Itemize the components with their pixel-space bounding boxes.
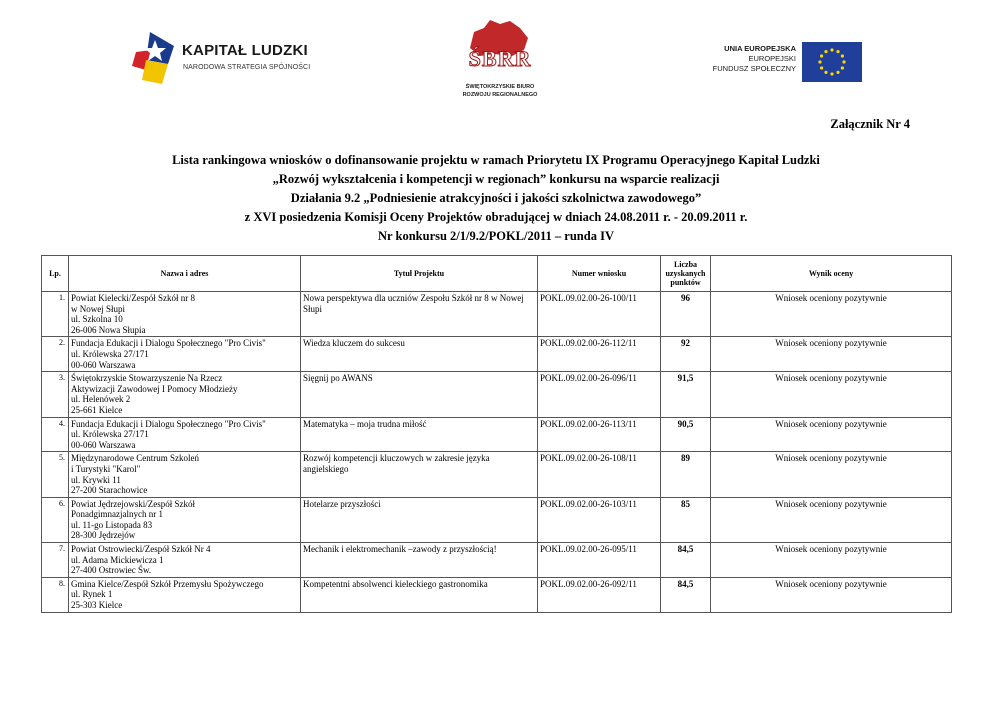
name-address-line: ul. Adama Mickiewicza 1 bbox=[71, 554, 164, 565]
name-address-line: ul. Szkolna 10 bbox=[71, 314, 123, 325]
eu-star-icon bbox=[824, 50, 827, 53]
name-address-line: Fundacja Edukacji i Dialogu Społecznego "Pro Civis" bbox=[71, 338, 266, 349]
cell-points: 91,5 bbox=[661, 372, 711, 417]
cell-number: POKL.09.02.00-26-100/11 bbox=[538, 292, 661, 337]
table-row bbox=[42, 417, 952, 452]
cell-title: Sięgnij po AWANS bbox=[301, 372, 538, 417]
eu-star-icon bbox=[820, 54, 823, 57]
cell-result: Wniosek oceniony pozytywnie bbox=[711, 417, 952, 452]
table-row bbox=[42, 543, 952, 578]
header-points-line: Liczba bbox=[673, 260, 698, 269]
cell-result: Wniosek oceniony pozytywnie bbox=[711, 543, 952, 578]
header-points-line: uzyskanych bbox=[665, 269, 706, 278]
name-address-line: ul. Królewska 27/171 bbox=[71, 429, 149, 440]
header-name: Nazwa i adres bbox=[69, 256, 301, 292]
cell-lp: 7. bbox=[42, 543, 69, 578]
cell-points: 85 bbox=[661, 497, 711, 542]
eu-star-icon bbox=[842, 60, 845, 63]
cell-points: 90,5 bbox=[661, 417, 711, 452]
cell-result: Wniosek oceniony pozytywnie bbox=[711, 292, 952, 337]
eu-logo-line3: FUNDUSZ SPOŁECZNY bbox=[712, 64, 796, 73]
name-address-line: Międzynarodowe Centrum Szkoleń bbox=[71, 453, 199, 464]
cell-lp: 1. bbox=[42, 292, 69, 337]
header-lp: Lp. bbox=[42, 256, 69, 292]
cell-lp: 4. bbox=[42, 417, 69, 452]
header-points bbox=[661, 256, 711, 292]
table-row bbox=[42, 497, 952, 542]
table-row bbox=[42, 292, 952, 337]
cell-number: POKL.09.02.00-26-103/11 bbox=[538, 497, 661, 542]
header-result: Wynik oceny bbox=[711, 256, 952, 292]
name-address-line: ul. Krywki 11 bbox=[71, 474, 121, 485]
name-address-line: 00-060 Warszawa bbox=[71, 439, 136, 450]
name-address-line: 26-006 Nowa Słupia bbox=[71, 324, 146, 335]
cell-result: Wniosek oceniony pozytywnie bbox=[711, 337, 952, 372]
header-number: Numer wniosku bbox=[538, 256, 661, 292]
cell-lp: 2. bbox=[42, 337, 69, 372]
name-address-line: 27-400 Ostrowiec Św. bbox=[71, 565, 152, 576]
cell-number: POKL.09.02.00-26-108/11 bbox=[538, 452, 661, 497]
name-address-line: i Turystyki "Karol" bbox=[71, 463, 141, 474]
table-row bbox=[42, 372, 952, 417]
kapital-ludzki-logo bbox=[122, 26, 332, 90]
sbrr-caption-line1: ŚWIĘTOKRZYSKIE BIURO bbox=[465, 84, 535, 90]
sbrr-caption-line2: ROZWOJU REGIONALNEGO bbox=[462, 92, 538, 98]
kapital-ludzki-subtitle: NARODOWA STRATEGIA SPÓJNOŚCI bbox=[183, 64, 311, 71]
name-address-line: Powiat Kielecki/Zespół Szkół nr 8 bbox=[71, 293, 195, 303]
name-address-line: 25-661 Kielce bbox=[71, 404, 123, 415]
name-address-line: Świętokrzyskie Stowarzyszenie Na Rzecz bbox=[71, 373, 223, 384]
annex-label: Załącznik Nr 4 bbox=[830, 117, 910, 131]
eu-star-icon bbox=[830, 72, 833, 75]
title-line: Nr konkursu 2/1/9.2/POKL/2011 – runda IV bbox=[378, 229, 614, 243]
sbrr-logo bbox=[446, 18, 554, 100]
header-points-line: punktów bbox=[670, 278, 701, 287]
table-row bbox=[42, 452, 952, 497]
eu-star-icon bbox=[820, 66, 823, 69]
eu-star-icon bbox=[841, 54, 844, 57]
kapital-ludzki-title: KAPITAŁ LUDZKI bbox=[182, 42, 308, 59]
eu-star-icon bbox=[824, 71, 827, 74]
cell-name bbox=[69, 372, 301, 417]
cell-name bbox=[69, 577, 301, 612]
cell-result: Wniosek oceniony pozytywnie bbox=[711, 497, 952, 542]
cell-lp: 5. bbox=[42, 452, 69, 497]
header-title: Tytuł Projektu bbox=[301, 256, 538, 292]
name-address-line: Powiat Jędrzejowski/Zespół Szkół bbox=[71, 498, 195, 509]
title-line: Lista rankingowa wniosków o dofinansowanie projektu w ramach Priorytetu IX Programu Operacyjnego Kapitał Ludzki bbox=[172, 153, 820, 167]
cell-title: Wiedza kluczem do sukcesu bbox=[301, 337, 538, 372]
cell-points: 96 bbox=[661, 292, 711, 337]
cell-number: POKL.09.02.00-26-096/11 bbox=[538, 372, 661, 417]
cell-points: 84,5 bbox=[661, 543, 711, 578]
eu-logo bbox=[712, 42, 862, 82]
table-row bbox=[42, 577, 952, 612]
name-address-line: ul. Królewska 27/171 bbox=[71, 348, 149, 359]
table-row bbox=[42, 337, 952, 372]
cell-name bbox=[69, 543, 301, 578]
cell-result: Wniosek oceniony pozytywnie bbox=[711, 372, 952, 417]
title-line: z XVI posiedzenia Komisji Oceny Projektów obradującej w dniach 24.08.2011 r. - 20.09.2011 r. bbox=[244, 210, 748, 224]
cell-number: POKL.09.02.00-26-092/11 bbox=[538, 577, 661, 612]
cell-title: Mechanik i elektromechanik –zawody z przyszłością! bbox=[301, 543, 538, 578]
document-title bbox=[0, 151, 992, 246]
cell-name bbox=[69, 417, 301, 452]
cell-name bbox=[69, 452, 301, 497]
name-address-line: ul. 11-go Listopada 83 bbox=[71, 519, 153, 530]
eu-star-icon bbox=[841, 66, 844, 69]
cell-points: 89 bbox=[661, 452, 711, 497]
title-line: „Rozwój wykształcenia i kompetencji w regionach” konkursu na wsparcie realizacji bbox=[272, 172, 720, 186]
name-address-line: 00-060 Warszawa bbox=[71, 359, 136, 370]
cell-title: Nowa perspektywa dla uczniów Zespołu Szkół nr 8 w Nowej Słupi bbox=[301, 292, 538, 337]
kapital-ludzki-star-icon bbox=[128, 30, 178, 86]
cell-points: 84,5 bbox=[661, 577, 711, 612]
eu-flag-icon bbox=[802, 42, 862, 82]
cell-title: Matematyka – moja trudna miłość bbox=[301, 417, 538, 452]
eu-star-icon bbox=[818, 60, 821, 63]
eu-star-icon bbox=[836, 71, 839, 74]
name-address-line: 25-303 Kielce bbox=[71, 600, 123, 611]
cell-lp: 8. bbox=[42, 577, 69, 612]
cell-title: Rozwój kompetencji kluczowych w zakresie języka angielskiego bbox=[301, 452, 538, 497]
cell-number: POKL.09.02.00-26-112/11 bbox=[538, 337, 661, 372]
name-address-line: 28-300 Jędrzejów bbox=[71, 530, 136, 541]
cell-lp: 6. bbox=[42, 497, 69, 542]
eu-logo-line1: UNIA EUROPEJSKA bbox=[724, 44, 796, 53]
name-address-line: Aktywizacji Zawodowej I Pomocy Młodzieży bbox=[71, 383, 238, 394]
cell-name bbox=[69, 337, 301, 372]
eu-star-icon bbox=[830, 48, 833, 51]
cell-number: POKL.09.02.00-26-113/11 bbox=[538, 417, 661, 452]
title-line: Działania 9.2 „Podniesienie atrakcyjności i jakości szkolnictwa zawodowego” bbox=[290, 191, 702, 205]
cell-lp: 3. bbox=[42, 372, 69, 417]
eu-logo-text bbox=[713, 44, 796, 74]
cell-title: Hotelarze przyszłości bbox=[301, 497, 538, 542]
cell-title: Kompetentni absolwenci kieleckiego gastronomika bbox=[301, 577, 538, 612]
name-address-line: ul. Helenówek 2 bbox=[71, 394, 131, 405]
cell-name bbox=[69, 292, 301, 337]
cell-points: 92 bbox=[661, 337, 711, 372]
sbrr-wordmark: ŚBRR bbox=[468, 46, 532, 71]
name-address-line: w Nowej Słupi bbox=[71, 303, 125, 314]
ranking-table bbox=[41, 255, 952, 613]
name-address-line: Gmina Kielce/Zespół Szkół Przemysłu Spożywczego bbox=[71, 578, 264, 589]
name-address-line: Ponadgimnazjalnych nr 1 bbox=[71, 509, 163, 520]
eu-logo-line2: EUROPEJSKI bbox=[748, 54, 796, 63]
cell-result: Wniosek oceniony pozytywnie bbox=[711, 452, 952, 497]
cell-number: POKL.09.02.00-26-095/11 bbox=[538, 543, 661, 578]
name-address-line: Fundacja Edukacji i Dialogu Społecznego "Pro Civis" bbox=[71, 418, 266, 429]
name-address-line: Powiat Ostrowiecki/Zespół Szkół Nr 4 bbox=[71, 544, 211, 555]
cell-result: Wniosek oceniony pozytywnie bbox=[711, 577, 952, 612]
cell-name bbox=[69, 497, 301, 542]
table-header-row bbox=[42, 256, 952, 292]
name-address-line: 27-200 Starachowice bbox=[71, 485, 148, 496]
name-address-line: ul. Rynek 1 bbox=[71, 589, 113, 600]
eu-star-icon bbox=[836, 50, 839, 53]
